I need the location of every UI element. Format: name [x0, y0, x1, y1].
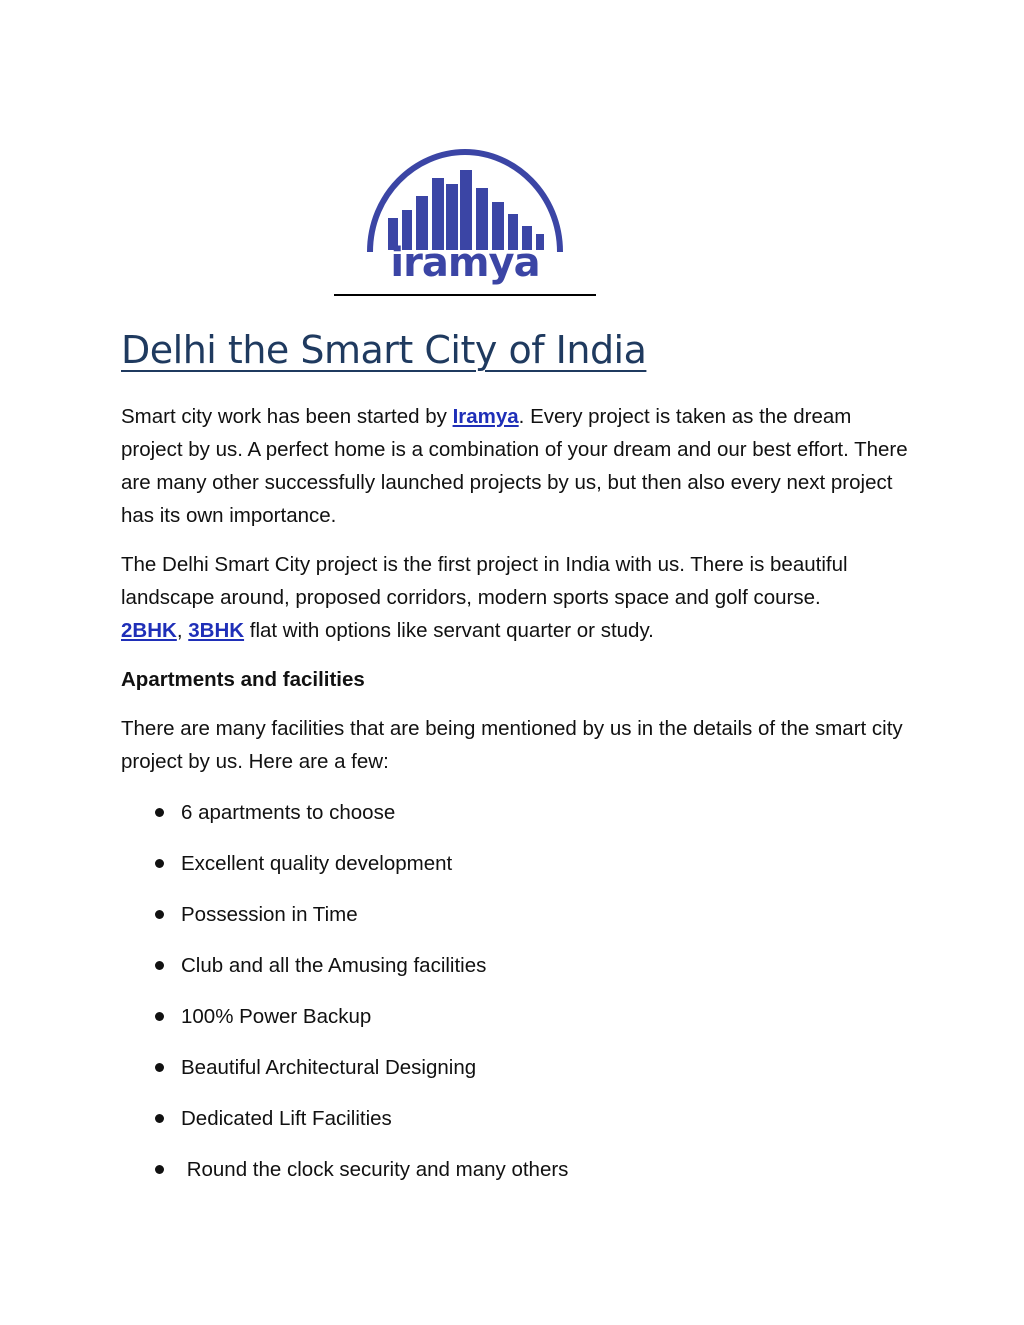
facilities-list [121, 796, 911, 1204]
project-text-end: flat with options like servant quarter or study. [244, 619, 654, 642]
list-item: 100% Power Backup [121, 1000, 911, 1051]
list-item: Possession in Time [121, 898, 911, 949]
link-separator: , [176, 619, 189, 642]
facilities-intro: There are many facilities that are being mentioned by us in the details of the smart city project by us. Here are a few: [121, 717, 903, 773]
page-title: Delhi the Smart City of India [121, 328, 647, 372]
2bhk-link[interactable]: 2BHK [121, 619, 177, 642]
list-item: Excellent quality development [121, 847, 911, 898]
list-item: Round the clock security and many others [121, 1153, 911, 1204]
iramya-logo [360, 140, 570, 290]
intro-text-end: . Every project is taken as the dream project by us. A perfect home is a combination of your dream and our best effort. There are many other successfully launched projects by us, but then also every next project has its own importance. [121, 405, 908, 527]
3bhk-link[interactable]: 3BHK [188, 619, 245, 642]
document-body [121, 400, 911, 1204]
intro-paragraph [121, 400, 911, 532]
iramya-link[interactable]: Iramya [452, 405, 519, 428]
list-item: Club and all the Amusing facilities [121, 949, 911, 1000]
svg-text:iramya: iramya [390, 240, 540, 286]
project-paragraph [121, 548, 911, 647]
list-item: Beautiful Architectural Designing [121, 1051, 911, 1102]
intro-text-start: Smart city work has been started by [121, 405, 453, 428]
facilities-heading: Apartments and facilities [121, 668, 365, 691]
project-text: The Delhi Smart City project is the first project in India with us. There is beautiful landscape around, proposed corridors, modern sports space and golf course. [121, 553, 848, 609]
city-skyline-logo-icon [360, 140, 570, 290]
list-item: 6 apartments to choose [121, 796, 911, 847]
list-item: Dedicated Lift Facilities [121, 1102, 911, 1153]
logo-divider [334, 294, 596, 296]
